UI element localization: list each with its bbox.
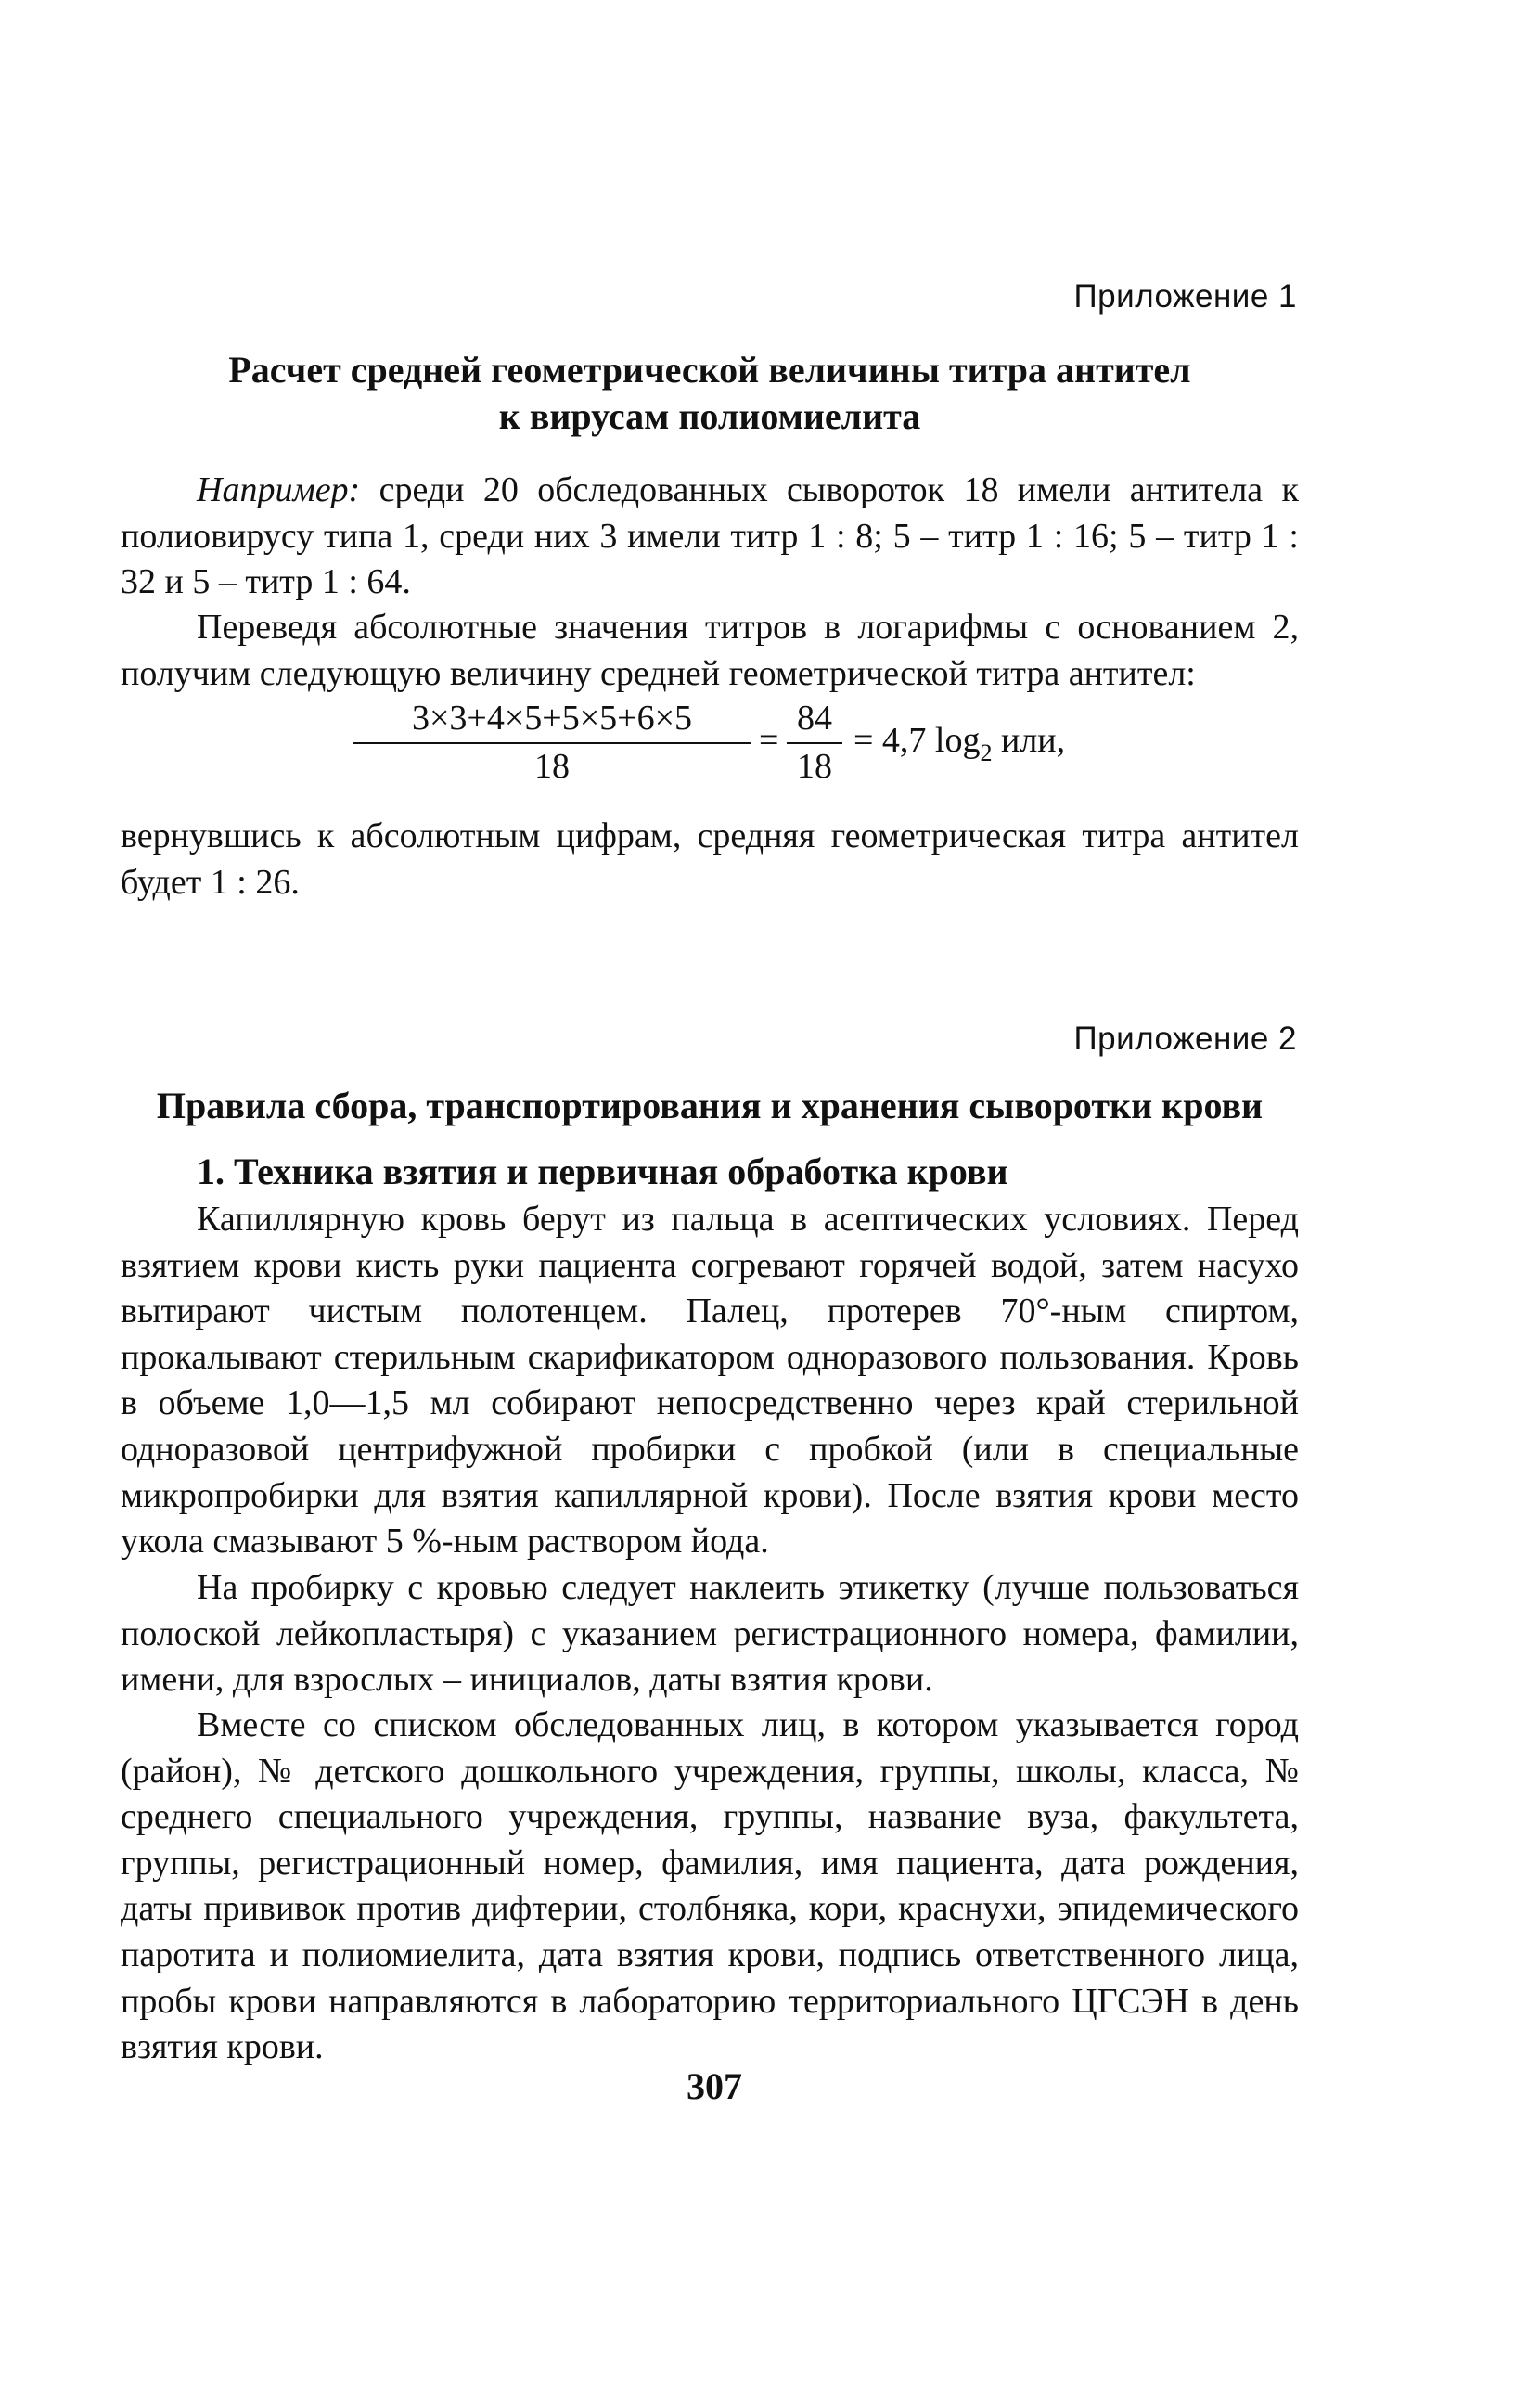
example-text: среди 20 обследованных сывороток 18 имели антитела к полиовирусу типа 1, среди них 3 имели титр 1 : 8; 5 – титр 1 : 16; 5 – титр 1 : 32 и 5 – титр 1 : 64. [121,470,1299,602]
main-fraction-numerator: 3×3+4×5+5×5+6×5 [411,699,692,738]
appendix-2-title: Правила сбора, транспортирования и хранения сыворотки крови [156,1085,1264,1126]
appendix-2-label: Приложение 2 [1073,1021,1297,1057]
page-number: 307 [687,2065,742,2107]
shipping-paragraph: Вместе со списком обследованных лиц, в котором указывается город (район), № детского дошкольного учреждения, группы, школы, класса, № среднего специального учреждения, группы, название вуза, факультета, группы, регистрационный номер, фамилия, имя пациента, дата рождения, даты прививок против дифтерии, столбняка, кори, краснухи, эпидемического паротита и полиомиелита, дата взятия крови, подпись ответственного лица, пробы крови направляются в лабораторию территориального ЦГСЭН в день взятия крови. [121,1705,1299,2067]
formula-tail: или, [992,721,1066,760]
main-fraction [353,698,751,787]
example-lead: Например: [197,470,361,509]
result-paragraph: вернувшись к абсолютным цифрам, средняя геометрическая титра антител будет 1 : 26. [121,816,1299,902]
reduced-fraction-numerator: 84 [797,699,832,738]
log-base-subscript: 2 [980,739,993,766]
formula-result-value: = 4,7 log [853,721,981,760]
formula-result [853,720,1065,765]
appendix-1-title-line1: Расчет средней геометрической величины титра антител [228,349,1191,391]
section-1-heading: 1. Техника взятия и первичная обработка крови [197,1151,1008,1192]
example-paragraph [121,468,1299,606]
reduced-fraction-bar [787,742,842,744]
main-fraction-denominator: 18 [534,747,570,786]
equals-sign: = [759,721,779,760]
geometric-mean-formula [353,698,1187,809]
appendix-1-label: Приложение 1 [1073,278,1297,315]
appendix-1-title-line2: к вирусам полиомиелита [498,395,921,437]
reduced-fraction [787,698,842,787]
reduced-fraction-denominator: 18 [797,747,832,786]
main-fraction-bar [353,742,751,744]
appendix-1-title [121,347,1299,440]
labeling-paragraph: На пробирку с кровью следует наклеить этикетку (лучше пользоваться полоской лейкопластыря) с указанием регистрационного номера, фамилии, имени, для взрослых – инициалов, даты взятия крови. [121,1568,1299,1700]
blood-sampling-paragraph: Капиллярную кровь берут из пальца в асептических условиях. Перед взятием крови кисть руки пациента согревают горячей водой, затем насухо вытирают чистым полотенцем. Палец, протерев 70°-ным спиртом, прокалывают стерильным скарификатором одноразового пользования. Кровь в объеме 1,0—1,5 мл собирают непосредственно через край стерильной одноразовой центрифужной пробирки с пробкой (или в специальные микропробирки для взятия капиллярной крови). После взятия крови место укола смазывают 5 %-ным раствором йода. [121,1200,1299,1562]
conversion-paragraph: Переведя абсолютные значения титров в логарифмы с основанием 2, получим следующую величину средней геометрической титра антител: [121,608,1299,693]
